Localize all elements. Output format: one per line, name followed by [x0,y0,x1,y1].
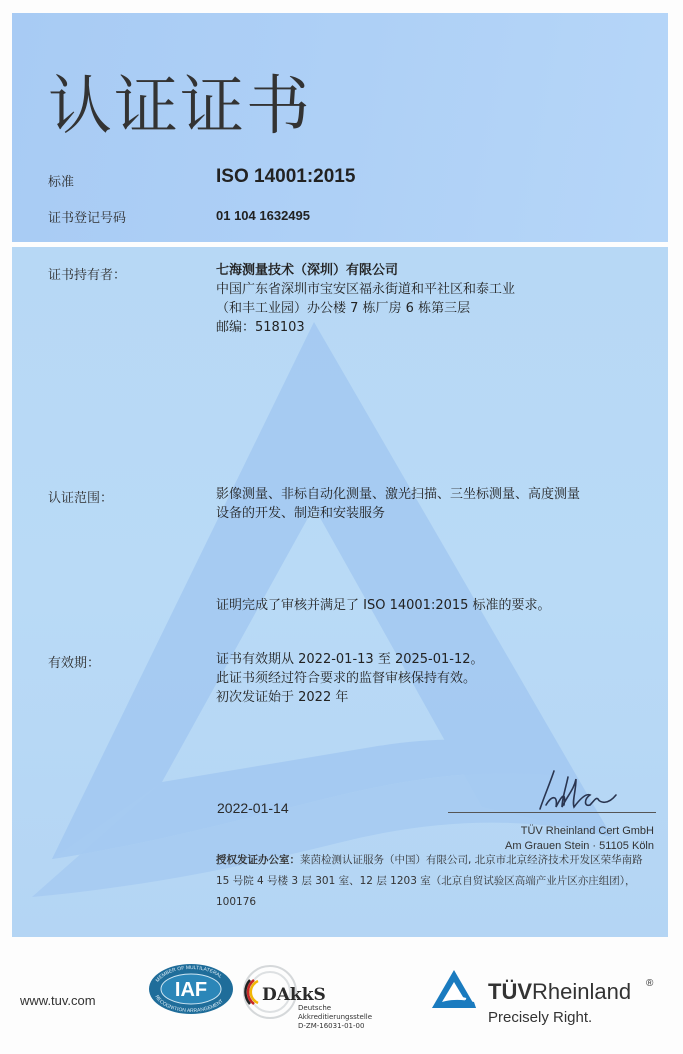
tuv-triangle-icon [432,970,476,1008]
validity-condition: 此证书须经过符合要求的监督审核保持有效。 [216,671,477,686]
issuing-office-block [216,850,661,913]
svg-text:Akkreditierungsstelle: Akkreditierungsstelle [298,1013,373,1021]
holder-postcode: 邮编：518103 [216,320,305,335]
iaf-logo-icon [148,963,234,1015]
compliance-statement: 证明完成了审核并满足了 ISO 14001:2015 标准的要求。 [216,598,551,613]
validity-block [216,650,484,707]
scope-label: 认证范围： [48,491,114,506]
dakks-logo-icon [240,960,375,1035]
initial-issue: 初次发证始于 2022 年 [216,690,349,705]
signature-line [448,812,656,813]
issuing-office-label: 授权发证办公室： [216,854,300,866]
issuer-name: TÜV Rheinland Cert GmbH [520,825,654,837]
standard-label: 标准 [48,175,75,190]
certificate-header-panel [12,13,668,242]
validity-period: 证书有效期从 2022-01-13 至 2025-01-12。 [216,652,484,667]
issuer-address: Am Grauen Stein · 51105 Köln [505,840,654,852]
holder-address-line: 中国广东省深圳市宝安区福永街道和平社区和泰工业 [216,282,516,297]
issuing-office-text: 15 号院 4 号楼 3 层 301 室、12 层 1203 室（北京自贸试验区高端产业片区亦庄组团）， [216,875,636,887]
tuv-rheinland-logo [432,966,672,1031]
holder-label: 证书持有者： [48,268,127,283]
scope-line: 影像测量、非标自动化测量、激光扫描、三坐标测量、高度测量 [216,487,581,502]
website-link[interactable]: www.tuv.com [20,993,96,1008]
scope-block [216,485,580,523]
registration-number: 01 104 1632495 [216,208,310,223]
iaf-abbr: IAF [174,979,208,1001]
scope-line: 设备的开发、制造和安装服务 [216,506,386,521]
standard-value: ISO 14001:2015 [216,166,356,187]
signature-icon [532,765,622,813]
holder-address-line: （和丰工业园）办公楼 7 栋厂房 6 栋第三层 [216,301,471,316]
certificate-body-panel [12,247,668,937]
svg-text:Deutsche: Deutsche [298,1004,332,1012]
dakks-abbr: DAkkS [262,985,326,1005]
svg-text:®: ® [646,978,654,989]
svg-text:TÜVRheinland: TÜVRheinland [488,979,632,1004]
issue-date: 2022-01-14 [217,800,289,816]
svg-text:D-ZM-16031-01-00: D-ZM-16031-01-00 [298,1022,365,1030]
svg-text:MEMBER OF MULTILATERAL: MEMBER OF MULTILATERAL [154,964,224,984]
issuing-office-text: 莱茵检测认证服务（中国）有限公司, 北京市北京经济技术开发区荣华南路 [300,854,643,866]
holder-company: 七海测量技术（深圳）有限公司 [216,263,399,278]
certificate-title: 认证证书 [48,70,312,144]
holder-block [216,261,515,337]
validity-label: 有效期： [48,656,101,671]
registration-label: 证书登记号码 [48,211,127,226]
svg-text:RECOGNITION ARRANGEMENT: RECOGNITION ARRANGEMENT [153,994,225,1015]
issuing-office-postcode: 100176 [216,896,257,908]
tuv-slogan: Precisely Right. [488,1009,593,1026]
